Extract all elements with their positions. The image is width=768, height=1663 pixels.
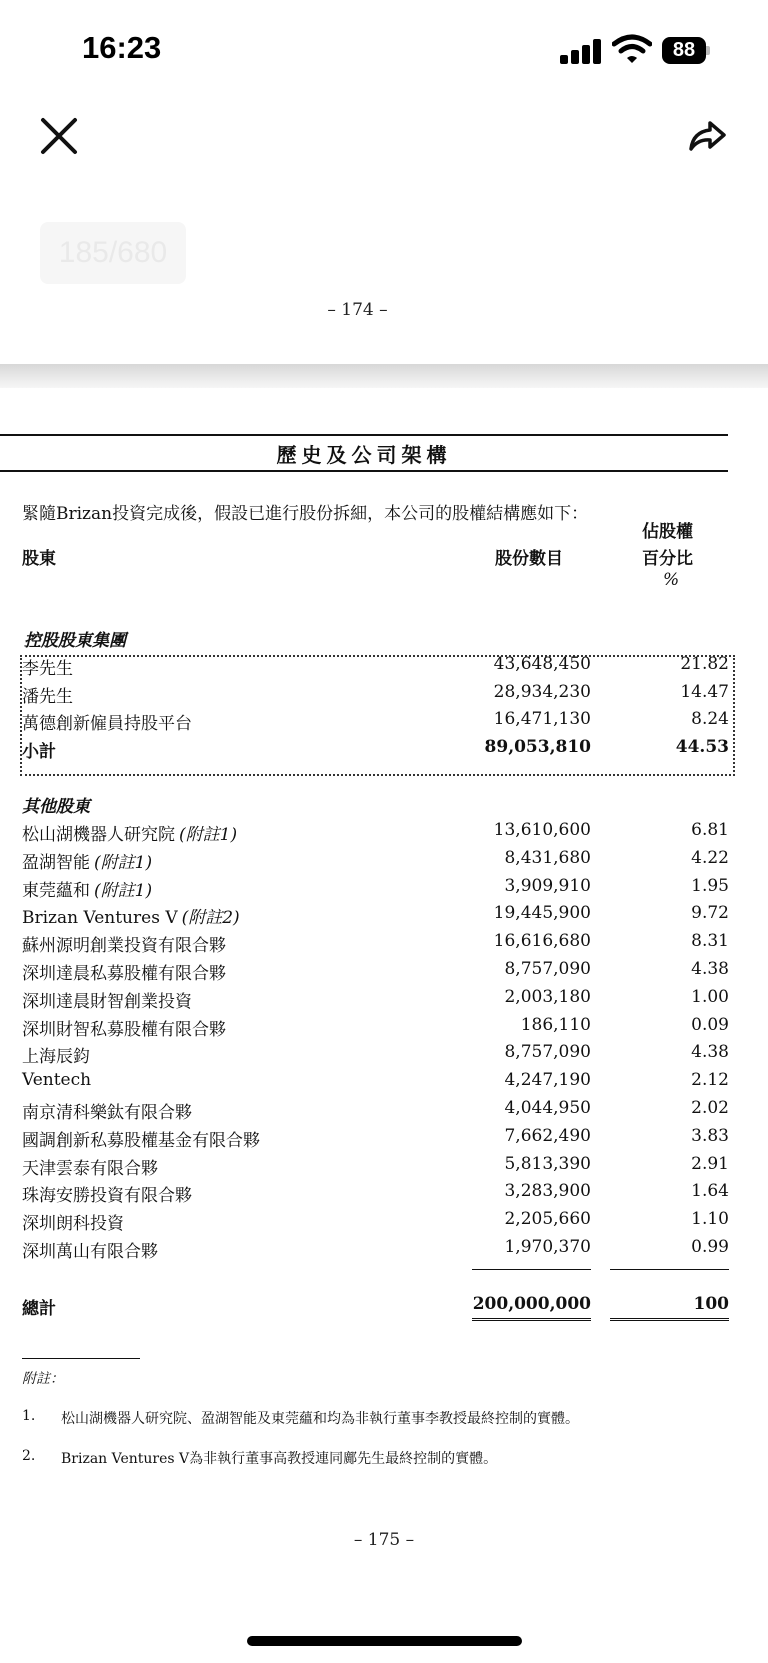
total-pct: 100 — [693, 1294, 729, 1314]
controlling-group-title: 控股股東集團 — [24, 631, 126, 651]
shareholder-name-text: 上海辰鈞 — [22, 1047, 90, 1068]
shareholder-note-ref: (附註1) — [94, 852, 153, 873]
column-header-pct: 百分比 — [642, 549, 693, 569]
shareholder-name — [22, 1209, 124, 1234]
page-indicator: 185/680 — [40, 222, 186, 284]
pct-cell: 1.64 — [691, 1181, 729, 1202]
column-header-shareholder: 股東 — [22, 549, 56, 569]
pct-cell: 8.24 — [691, 709, 729, 730]
shares-cell: 4,247,190 — [504, 1070, 591, 1091]
shares-cell: 8,757,090 — [504, 959, 591, 979]
shareholder-name-text: 東莞蘊和 — [22, 880, 90, 901]
shareholder-name — [22, 987, 192, 1012]
intro-paragraph: 緊隨Brizan投資完成後，假設已進行股份拆細，本公司的股權結構應如下： — [22, 504, 589, 524]
pct-cell: 0.09 — [691, 1014, 729, 1035]
shareholder-name-text: 深圳朗科投資 — [22, 1214, 124, 1235]
pct-cell: 4.38 — [691, 959, 729, 979]
shareholder-name — [22, 1015, 226, 1040]
shareholder-name — [22, 1237, 158, 1262]
pct-cell: 4.38 — [691, 1042, 729, 1063]
notes-title: 附註： — [22, 1371, 64, 1387]
shareholder-name — [22, 820, 237, 845]
shareholder-note-ref: (附註2) — [181, 908, 240, 929]
note-text: Brizan Ventures V為非執行董事高教授連同鄺先生最終控制的實體。 — [61, 1451, 498, 1467]
pct-cell: 21.82 — [680, 654, 729, 674]
shareholder-name-text: 萬德創新僱員持股平台 — [22, 714, 192, 735]
shareholder-name-text: 南京清科樂鈦有限合夥 — [22, 1103, 192, 1123]
shareholder-name-text: Ventech — [22, 1070, 92, 1091]
subtotal-label: 小計 — [22, 742, 56, 762]
shareholder-name — [22, 682, 73, 707]
shareholder-name-text: 潘先生 — [22, 686, 73, 707]
shares-cell: 19,445,900 — [493, 903, 591, 924]
home-indicator[interactable] — [247, 1636, 522, 1646]
pct-cell: 4.22 — [691, 847, 729, 868]
shareholder-name-text: 深圳達晨財智創業投資 — [22, 991, 192, 1012]
header-rule — [0, 470, 728, 472]
battery-level: 88 — [662, 37, 706, 64]
column-header-pct-unit: % — [663, 570, 680, 590]
total-shares: 200,000,000 — [472, 1294, 591, 1314]
shares-cell: 43,648,450 — [493, 654, 591, 674]
subtotal-pct: 44.53 — [675, 737, 729, 757]
shareholder-name — [22, 931, 226, 956]
shareholder-name — [22, 876, 152, 901]
pct-cell: 0.99 — [691, 1237, 729, 1257]
shareholder-name — [22, 1042, 90, 1067]
total-double-rule — [610, 1318, 729, 1321]
pct-cell: 2.02 — [691, 1098, 729, 1118]
shareholder-name — [22, 959, 226, 984]
sum-rule — [472, 1269, 591, 1270]
shares-cell: 13,610,600 — [493, 820, 591, 840]
status-bar — [0, 0, 768, 100]
shareholder-name-text: 珠海安勝投資有限合夥 — [22, 1186, 192, 1207]
shares-cell: 7,662,490 — [504, 1125, 591, 1146]
shares-cell: 3,909,910 — [504, 875, 591, 896]
pct-cell: 9.72 — [691, 903, 729, 924]
section-title: 歷史及公司架構 — [276, 443, 452, 467]
pct-cell: 1.00 — [691, 986, 729, 1007]
shareholder-name-text: 深圳萬山有限合夥 — [22, 1242, 158, 1262]
pct-cell: 6.81 — [691, 820, 729, 840]
shares-cell: 28,934,230 — [493, 681, 591, 702]
close-button[interactable] — [38, 115, 80, 157]
shareholder-name — [22, 1126, 260, 1151]
shareholder-name-text: 天津雲泰有限合夥 — [22, 1158, 158, 1179]
shares-cell: 186,110 — [520, 1014, 591, 1035]
note-number: 1. — [22, 1408, 36, 1424]
shareholder-name-text: 蘇州源明創業投資有限合夥 — [22, 936, 226, 957]
shareholder-name-text: 李先生 — [22, 659, 73, 679]
pct-cell: 2.91 — [691, 1153, 729, 1174]
shareholder-name — [22, 1154, 158, 1179]
shares-cell: 16,616,680 — [493, 931, 591, 952]
pct-cell: 2.12 — [691, 1070, 729, 1091]
previous-page-number: – 174 – — [327, 300, 388, 320]
note-text: 松山湖機器人研究院、盈湖智能及東莞蘊和均為非執行董事李教授最終控制的實體。 — [61, 1411, 579, 1427]
shareholder-name — [22, 848, 152, 873]
other-shareholders-title: 其他股東 — [22, 797, 90, 817]
shares-cell: 8,431,680 — [504, 847, 591, 868]
total-double-rule — [472, 1318, 591, 1321]
shares-cell: 2,003,180 — [504, 986, 591, 1007]
document-page — [0, 388, 768, 1663]
battery-icon — [662, 37, 710, 64]
shares-cell: 5,813,390 — [504, 1153, 591, 1174]
shares-cell: 8,757,090 — [504, 1042, 591, 1063]
status-time: 16:23 — [82, 30, 162, 65]
shares-cell: 16,471,130 — [493, 709, 591, 730]
pct-cell: 8.31 — [691, 931, 729, 952]
subtotal-shares: 89,053,810 — [484, 737, 591, 757]
shareholder-name-text: 國調創新私募股權基金有限合夥 — [22, 1130, 260, 1151]
shareholder-name — [22, 1098, 192, 1123]
pct-cell: 1.95 — [691, 875, 729, 896]
wifi-icon — [612, 34, 652, 64]
shareholder-name — [22, 709, 192, 734]
total-label: 總計 — [22, 1299, 56, 1319]
shareholder-name — [22, 654, 73, 679]
shareholder-name-text: 深圳達晨私募股權有限合夥 — [22, 964, 226, 984]
share-icon[interactable] — [686, 115, 728, 157]
notes-rule — [22, 1358, 140, 1359]
shares-cell: 2,205,660 — [504, 1209, 591, 1230]
column-header-shares: 股份數目 — [495, 549, 563, 569]
shareholder-name-text: 松山湖機器人研究院 — [22, 825, 175, 845]
shares-cell: 3,283,900 — [504, 1181, 591, 1202]
cellular-signal-icon — [560, 38, 602, 64]
shareholder-name-text: Brizan Ventures V — [22, 908, 178, 929]
shareholder-name-text: 盈湖智能 — [22, 852, 90, 873]
pct-cell: 3.83 — [691, 1125, 729, 1146]
next-page-number: – 175 – — [353, 1530, 415, 1550]
shareholder-name — [22, 1181, 192, 1206]
shareholder-name — [22, 903, 240, 928]
shareholder-note-ref: (附註1) — [94, 880, 153, 901]
pct-cell: 14.47 — [680, 681, 729, 702]
shareholder-note-ref: (附註1) — [179, 825, 238, 845]
shareholder-name-text: 深圳財智私募股權有限合夥 — [22, 1019, 226, 1040]
column-header-pct: 佔股權 — [642, 522, 693, 542]
shares-cell: 4,044,950 — [504, 1098, 591, 1118]
note-number: 2. — [22, 1448, 36, 1464]
sum-rule — [610, 1269, 729, 1270]
page-separator — [0, 364, 768, 388]
header-rule — [0, 434, 728, 436]
shares-cell: 1,970,370 — [504, 1237, 591, 1257]
pct-cell: 1.10 — [691, 1209, 729, 1230]
shareholder-name — [22, 1070, 91, 1090]
